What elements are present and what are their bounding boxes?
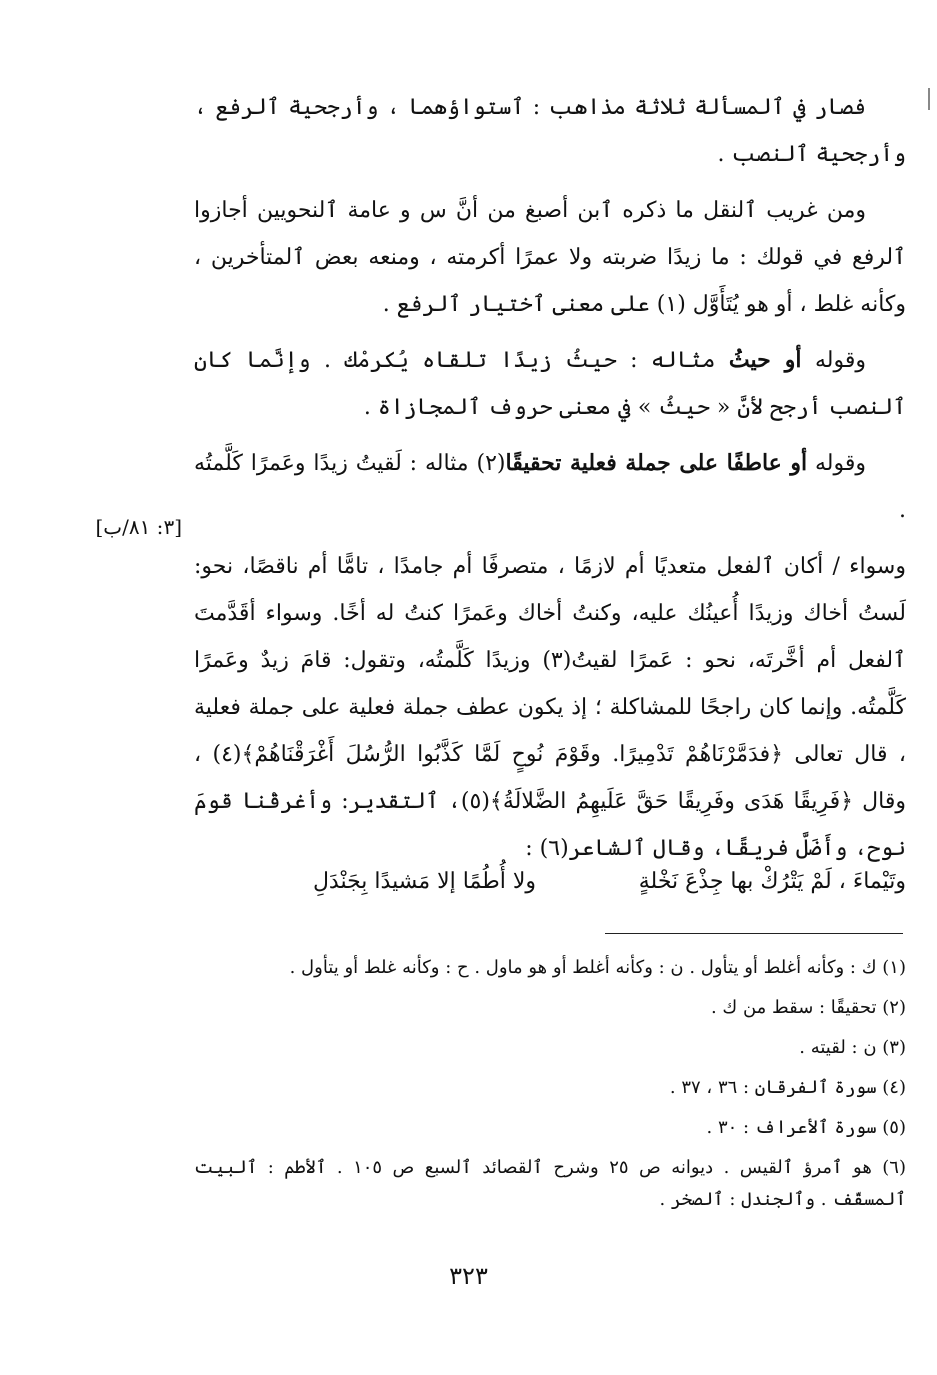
paragraph-4-keyword: أو عاطفًا على جملة فعلية تحقيقًا: [505, 450, 808, 476]
footnote-2: (٢) تحقيقًا : سقط من ك .: [710, 997, 906, 1018]
paragraph-4-intro: وقوله: [814, 451, 866, 476]
footnote-6: (٦) هو ٱمرؤ ٱلقيس . ديوانه ص ٢٥ وشرح ٱلقصائد ٱلسبع ص ١٠٥ . ٱلأطم : ٱلبيت ٱلمسقّف . وٱلجندل : ٱلصخر .: [194, 1157, 906, 1210]
paragraph-3-rest: مثاله : حيثُ زيدًا تلقاه يُكرمْك . وإنَّما كان ٱلنصب أرجح لأنَّ « حيثُ » في معنى حروف ٱلمجازاة .: [194, 348, 906, 420]
manuscript-folio-reference: [٣: ٨١/ب]: [95, 515, 182, 539]
paragraph-5: وسواء / أكان ٱلفعل متعديًا أم لازمًا ، متصرفًا أم جامدًا ، تامًّا أم ناقصًا، نحو: لَستُ أخاك وزيدًا أُعينُك عليه، وكنتُ أخاك وعَمرًا كنتُ له أخًا. وسواء أقَدَّمتَ ٱلفعل أم أخَّرتَه، نحو : عَمرًا لقيتُ(٣) وزيدًا كَلَّمتُه، وتقول: قامَ زيدٌ وعَمرًا كَلَّمتُه. وإنما كان راجحًا للمشاكلة ؛ إذ يكون عطف جملة فعلية على جملة فعلية ، قال تعالى ﴿فدَمَّرْنَاهُمْ تَدْمِيرًا. وقَوْمَ نُوحٍ لَمَّا كَذَّبُوا الرُّسُلَ أَغْرَقْنَاهُمْ﴾(٤) ، وقال ﴿فَرِيقًا هَدَى وفَرِيقًا حَقَّ عَلَيهِمُ الضَّلالَةُ﴾(٥)، ٱلتقدير: وأغرقْنا قومَ نوح، وأَضَلَّ فريقًا، وقال ٱلشاعر(٦) :: [194, 554, 906, 861]
paragraph-2: ومن غريب ٱلنقل ما ذكره ٱبن أصبغ من أنَّ س و عامة ٱلنحويين أجازوا ٱلرفع في قولك : ما زيدًا ضربته ولا عمرًا أكرمته ، ومنعه بعض ٱلمتأخرين ، وكأنه غلط ، أو هو يُتَأَوَّل (١) على معنى ٱختيار ٱلرفع .: [194, 198, 906, 317]
footnote-3: (٣) ن : لقيته .: [799, 1037, 906, 1058]
footnote-4: (٤) سورة ٱلفرقان : ٣٦ ، ٣٧ .: [669, 1077, 906, 1098]
paragraph-3-keyword: أو حيثُ: [728, 347, 802, 373]
paragraph-3-intro: وقوله: [814, 348, 866, 373]
paragraph-4: [194, 440, 906, 534]
paragraph-3: [194, 337, 906, 431]
footnote-separator: [605, 933, 903, 934]
verse-first-hemistich: وتَيْماءَ ، لَمْ يَتْرُكْ بها جِذْعَ نَخْلةٍ: [638, 869, 906, 894]
verse-second-hemistich: ولا أُطُمًا إلا مَشيدًا بِجَنْدَلِ: [312, 869, 536, 894]
footnotes: [194, 952, 906, 1224]
paragraph-1: فصار في ٱلمسألة ثلاثة مذاهب : ٱستواؤهما ، وأرجحية ٱلرفع ، وأرجحية ٱلنصب .: [194, 95, 906, 167]
poetry-verse: [194, 860, 906, 904]
paragraph-4-rest: (٢) مثاله : لَقيتُ زيدًا وعَمرًا كَلَّمتُه .: [194, 451, 906, 523]
main-text: [194, 84, 906, 881]
footnote-5: (٥) سورة ٱلأعراف : ٣٠ .: [706, 1117, 906, 1138]
page-number: ٣٢٣: [449, 1262, 488, 1290]
scan-edge-mark: [928, 88, 930, 110]
footnote-1: (١) ك : وكأنه أغلط أو يتأول . ن : وكأنه أغلط أو هو ماول . ح : وكأنه غلط أو يتأول .: [289, 957, 906, 978]
